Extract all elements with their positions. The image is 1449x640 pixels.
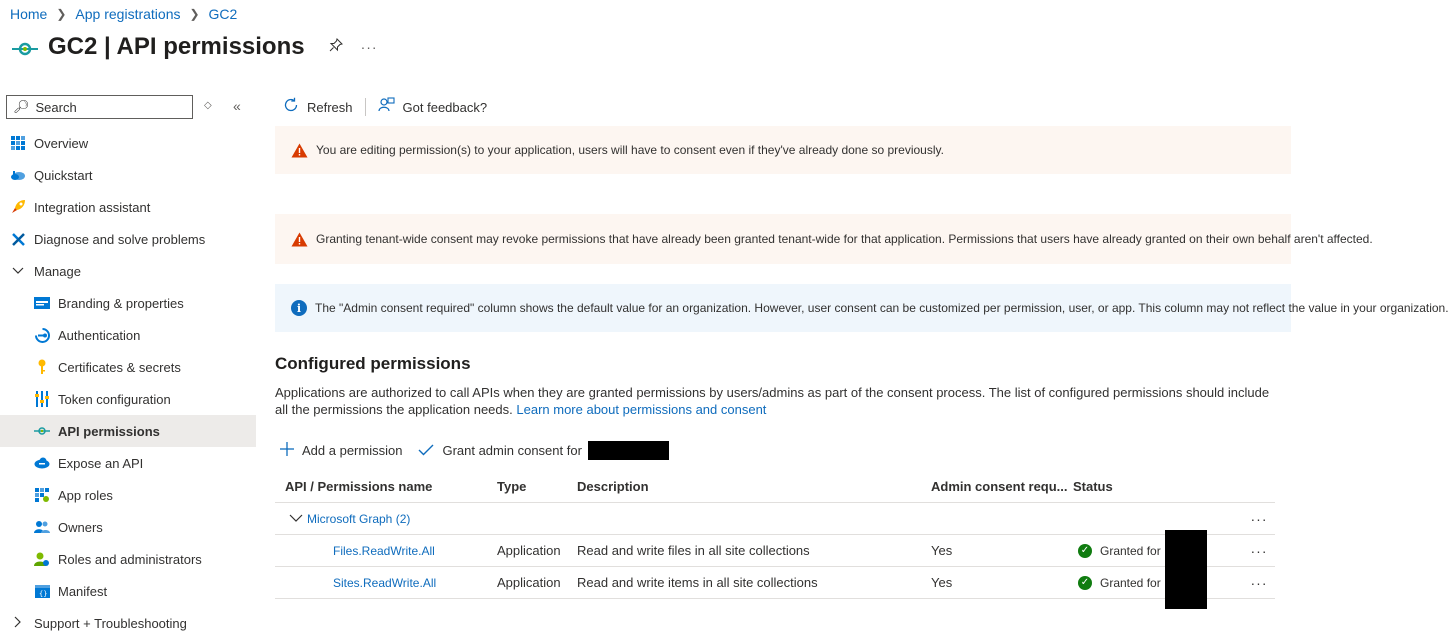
token-icon — [34, 391, 50, 407]
sidebar-item-manage[interactable] — [0, 255, 256, 287]
sidebar-item-label: Manifest — [58, 583, 108, 599]
add-permission-label: Add a permission — [302, 443, 403, 458]
sidebar-item-label: Roles and administrators — [58, 551, 202, 567]
table-row — [275, 567, 1275, 599]
quickstart-icon — [10, 167, 26, 183]
sidebar — [0, 92, 256, 640]
status-cell — [1073, 544, 1243, 558]
refresh-label: Refresh — [307, 99, 353, 115]
type-cell: Application — [497, 543, 561, 558]
group-toggle[interactable] — [275, 512, 1243, 526]
more-options-icon[interactable]: ··· — [1250, 542, 1268, 559]
wrench-icon — [10, 231, 26, 247]
column-header-type[interactable]: Type — [497, 479, 527, 494]
warning-text: You are editing permission(s) to your application, users will have to consent even if they've already done so previously. — [316, 143, 944, 157]
toolbar-divider — [365, 98, 366, 116]
sidebar-item-app-roles[interactable] — [0, 479, 256, 511]
table-group-row[interactable] — [275, 503, 1275, 535]
sidebar-item-label: Diagnose and solve problems — [34, 231, 206, 247]
redacted-status-tenant — [1165, 530, 1207, 609]
success-check-icon: ✓ — [1078, 576, 1092, 590]
sidebar-item-integration-assistant[interactable] — [0, 191, 256, 223]
status-cell — [1073, 576, 1243, 590]
info-text: The "Admin consent required" column shows the default value for an organization. However, user consent can be customized per permission, user, or app. This column may not reflect the value in your organization. — [315, 301, 1449, 315]
success-check-icon: ✓ — [1078, 544, 1092, 558]
section-description: Applications are authorized to call APIs when they are granted permissions by users/admins as part of the consent process. The list of configured permissions should include all the permissions the application needs. Learn more about permissions and consent — [275, 385, 1270, 417]
sidebar-item-owners[interactable] — [0, 511, 256, 543]
warning-icon — [291, 143, 308, 158]
warning-banner-tenant — [275, 214, 1373, 264]
api-permissions-icon — [34, 423, 50, 439]
warning-icon — [291, 232, 308, 247]
permission-actions — [280, 440, 685, 461]
page-title: GC2 | API permissions — [48, 33, 305, 60]
feedback-icon — [378, 97, 395, 118]
more-options-icon[interactable]: ··· — [1250, 510, 1268, 527]
column-header-description[interactable]: Description — [577, 479, 649, 494]
refresh-button[interactable] — [275, 97, 361, 118]
sidebar-item-label: Support + Troubleshooting — [34, 615, 187, 631]
chevron-down-icon — [10, 264, 26, 278]
expand-collapse-icon[interactable]: ◇ — [204, 100, 212, 111]
manifest-icon — [34, 583, 50, 599]
sidebar-item-label: Manage — [34, 263, 81, 279]
search-box[interactable] — [6, 95, 193, 119]
chevron-right-icon: ❯ — [56, 7, 67, 21]
breadcrumb — [10, 6, 237, 22]
admin-consent-cell: Yes — [931, 575, 953, 590]
chevron-right-icon: ❯ — [189, 7, 200, 21]
sidebar-item-label: Expose an API — [58, 455, 144, 471]
permission-link[interactable]: Sites.ReadWrite.All — [333, 575, 437, 590]
checkmark-icon — [418, 440, 434, 461]
cloud-icon — [34, 455, 50, 471]
column-header-name[interactable]: API / Permissions name — [285, 479, 433, 494]
svg-text:{}: {} — [38, 589, 47, 598]
info-banner — [275, 284, 1449, 332]
sidebar-item-support[interactable] — [0, 607, 256, 639]
redacted-tenant-name — [588, 441, 669, 460]
command-bar — [275, 93, 495, 121]
description-cell: Read and write files in all site collections — [577, 543, 810, 558]
collapse-sidebar-icon[interactable]: « — [233, 98, 241, 114]
chevron-down-icon — [289, 513, 303, 525]
sidebar-item-quickstart[interactable] — [0, 159, 256, 191]
sidebar-item-manifest[interactable] — [0, 575, 256, 607]
sidebar-item-label: Token configuration — [58, 391, 171, 407]
sidebar-item-branding[interactable] — [0, 287, 256, 319]
key-icon — [34, 359, 50, 375]
more-icon[interactable]: ··· — [360, 39, 378, 55]
table-header — [275, 471, 1275, 503]
overview-icon — [10, 135, 26, 151]
section-title: Configured permissions — [275, 354, 471, 373]
page-header — [10, 32, 378, 62]
learn-more-link[interactable]: Learn more about permissions and consent — [516, 402, 767, 417]
api-permissions-icon — [10, 32, 40, 62]
sidebar-item-label: Authentication — [58, 327, 141, 343]
breadcrumb-gc2[interactable]: GC2 — [208, 6, 238, 22]
permissions-table — [275, 471, 1275, 599]
more-options-icon[interactable]: ··· — [1250, 574, 1268, 591]
sidebar-item-label: Quickstart — [34, 167, 93, 183]
status-text: Granted for — [1100, 543, 1161, 558]
info-icon: i — [291, 300, 307, 316]
breadcrumb-app-registrations[interactable]: App registrations — [75, 6, 181, 22]
sidebar-item-expose-api[interactable] — [0, 447, 256, 479]
permission-link[interactable]: Files.ReadWrite.All — [333, 543, 435, 558]
warning-text: Granting tenant-wide consent may revoke permissions that have already been granted tenant-wide for that application. Permissions that users have already granted on their own behalf aren't affected. — [316, 232, 1373, 246]
sidebar-item-token-configuration[interactable] — [0, 383, 256, 415]
plus-icon — [280, 440, 294, 461]
feedback-label: Got feedback? — [402, 99, 488, 115]
permission-name-cell — [275, 544, 497, 558]
app-roles-icon — [34, 487, 50, 503]
breadcrumb-home[interactable]: Home — [10, 6, 48, 22]
sidebar-item-label: Certificates & secrets — [58, 359, 181, 375]
permission-name-cell — [275, 576, 497, 590]
column-header-admin-consent[interactable]: Admin consent requ... — [931, 479, 1068, 494]
sidebar-item-label: Branding & properties — [58, 295, 184, 311]
sidebar-item-label: Owners — [58, 519, 103, 535]
sidebar-item-label: Integration assistant — [34, 199, 151, 215]
sidebar-nav — [0, 127, 256, 639]
branding-icon — [34, 295, 50, 311]
sidebar-item-overview[interactable] — [0, 127, 256, 159]
sidebar-item-authentication[interactable] — [0, 319, 256, 351]
sidebar-item-api-permissions[interactable] — [0, 415, 256, 447]
sidebar-item-roles-admins[interactable] — [0, 543, 256, 575]
microsoft-graph-link[interactable]: Microsoft Graph (2) — [307, 511, 411, 526]
table-row — [275, 535, 1275, 567]
grant-admin-consent-button[interactable] — [418, 440, 668, 461]
description-cell: Read and write items in all site collections — [577, 575, 818, 590]
type-cell: Application — [497, 575, 561, 590]
sidebar-item-diagnose[interactable] — [0, 223, 256, 255]
add-permission-button[interactable] — [280, 440, 402, 461]
column-header-status[interactable]: Status — [1073, 479, 1113, 494]
sidebar-item-label: App roles — [58, 487, 113, 503]
roles-icon — [34, 551, 50, 567]
sidebar-item-label: Overview — [34, 135, 89, 151]
sidebar-item-certificates[interactable] — [0, 351, 256, 383]
search-input[interactable] — [36, 100, 186, 115]
pin-icon[interactable] — [329, 38, 343, 56]
owners-icon — [34, 519, 50, 535]
admin-consent-cell: Yes — [931, 543, 953, 558]
refresh-icon — [283, 97, 299, 118]
status-text: Granted for — [1100, 575, 1161, 590]
rocket-icon — [10, 199, 26, 215]
chevron-right-icon — [10, 616, 26, 631]
search-icon: 🔍︎ — [13, 99, 30, 114]
grant-admin-consent-label: Grant admin consent for — [442, 443, 582, 458]
warning-banner-editing — [275, 126, 1291, 174]
feedback-button[interactable] — [370, 97, 496, 118]
sidebar-item-label: API permissions — [58, 423, 160, 439]
authentication-icon — [34, 327, 50, 343]
